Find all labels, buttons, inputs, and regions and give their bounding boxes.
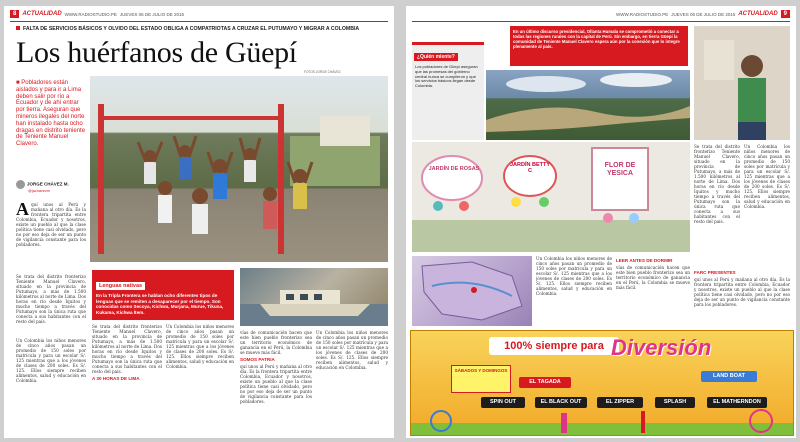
subheading-somos-patria: SOMOS PATRIA xyxy=(240,357,275,362)
ad-ride-1: SPIN OUT xyxy=(481,397,525,408)
author-handle: @jachavezm xyxy=(28,189,51,193)
photo-credit: FOTOS JORGE CHÁVEZ xyxy=(304,70,341,74)
playground-illustration xyxy=(90,76,388,262)
left-folio xyxy=(10,9,184,19)
body-column-4-text: vías de comunicación hacen que este bien pueblo fronterizo sea un territorio económico de ganancia en el Perú, la Colombia se mueve más fácil. xyxy=(240,330,312,355)
site-url: WWW.RADIOSTUDIO.PE xyxy=(616,11,669,17)
lenguas-body: En la Tripla Frontera se hablan ocho diferentes tipos de lenguas que se remiten a desaparecer por el tiempo. Son conocidas como Secoya, Kichwa, Murjana, Murue, Tikuna, Kukama, Kichwa Ítem. xyxy=(96,293,224,315)
aerial-river-photo xyxy=(486,70,690,140)
lenguas-title: Lenguas nativas xyxy=(96,282,145,290)
lenguas-box xyxy=(92,270,234,320)
headline: Los huérfanos de Güepí xyxy=(16,36,297,69)
drop-cap: A xyxy=(16,199,29,219)
school-signs-photo xyxy=(412,142,690,252)
right-folio xyxy=(616,9,790,19)
sign-2-text: JARDÍN BETTY C xyxy=(509,162,551,174)
bullet-square-icon xyxy=(16,26,20,30)
farc-body: quí unos al Perú y mañana al otro día. Es la frontera tripartita entre Colombia, Ecuador y nosotros, existe un pueblo al que la clase política tiene casi olvidado, pero no por eso deja de ser un punto de vigilancia constante para los pobladores. xyxy=(694,277,790,307)
ad-ride-2: EL BLACK OUT xyxy=(535,397,587,408)
section-label: ACTUALIDAD xyxy=(22,11,62,17)
body-column-5: Un Colombia los niños menores de cinco años pasan un promedio de 150 soles por matrícula y para un escolar S/. 125 mientras que a los jóvenes de clases de 200 soles. Es S/. 125. Ellos siempre reciben alimentos, salud y educación en Colombia. xyxy=(316,330,388,370)
body-intro xyxy=(16,199,86,247)
ad-ride-top-1: EL TAGADA xyxy=(519,377,571,388)
kicker xyxy=(16,26,384,32)
lead-body: Pobladores están aislados y para ir a Lima deben salir por río a Ecuador y de ahí entrar por tierra. Aseguran que mineros ilegales del norte han instalado hasta ocho dragas en distrito teniente de Teniente Manuel Clavero. xyxy=(16,80,86,148)
right-column-5 xyxy=(616,256,690,326)
right-column-2: Un Colombia los niños menores de cinco años pasan un promedio de 150 soles por matrícula y para un escolar S/. 125 mientras que a los jóvenes de clases de 200 soles. Es S/. 125. Ellos siempre reciben alimentos, salud y educación en Colombia. xyxy=(744,144,790,209)
site-url: WWW.RADIOSTUDIO.PE xyxy=(64,11,117,17)
header-rule xyxy=(412,21,790,22)
author-avatar xyxy=(16,180,25,189)
page-number: 8 xyxy=(10,10,19,18)
ad-ride-top-2: LAND BOAT xyxy=(701,371,757,382)
issue-date: JUEVES 06 DE JULIO DE 2015 xyxy=(671,11,736,17)
body-column-2-text: Se trata del distrito fronterizo Teniente Manuel Clavero, situado en la provincia de Putumayo, a más de 1.500 kilómetros al norte de Lima. Dos horas en río desde Iquitos y mucho tiempo a través del Putumayo son la única ruta que conecta a sus habitantes con el resto del país. xyxy=(92,324,162,374)
right-column-4: Un Colombia los niños menores de cinco años pasan un promedio de 150 soles por matrícula y para un escolar S/. 125 mientras que a los jóvenes de clases de 200 soles. Es S/. 125. Ellos siempre reciben alimentos, salud y educación en Colombia. xyxy=(536,256,612,296)
leer-heading: LEER ANTES DE DORMIR xyxy=(616,258,673,263)
woman-illustration xyxy=(694,26,790,140)
ad-ride-4: SPLASH xyxy=(655,397,695,408)
ad-logo: Diversión xyxy=(611,335,712,360)
byline xyxy=(16,180,86,193)
ad-ride-5: EL MATHERNDON xyxy=(707,397,767,408)
page-number: 9 xyxy=(781,10,790,18)
ad-banner: 100% siempre para xyxy=(489,337,619,355)
map-illustration xyxy=(412,256,532,326)
river-illustration xyxy=(486,70,690,140)
body-column-2 xyxy=(92,324,162,434)
issue-date: JUEVES 06 DE JULIO DE 2015 xyxy=(119,11,184,17)
body-intro-text: quí unos al Perú y mañana al otro día. Es la frontera tripartita entre Colombia, Ecuador y nosotros, existe un pueblo al que la clase política tiene casi olvidado, pero no por eso deja de ser un punto de vigilancia constante para los pobladores. xyxy=(16,202,86,247)
ad-promo: SÁBADOS Y DOMINGOS xyxy=(451,365,511,393)
header-rule xyxy=(10,21,388,22)
lead-text: ■ Pobladores están aislados y para ir a Lima deben salir por río a Ecuador y de ahí entrar por tierra. Aseguran que mineros ilegales del norte han instalado hasta ocho dragas en distrito teniente de Teniente Manuel Clavero. xyxy=(16,80,86,148)
spacer xyxy=(90,268,92,269)
kicker-text: FALTA DE SERVICIOS BÁSICOS Y OLVIDO DEL ESTADO OBLIGA A COMPATRIOTAS A CRUZAR EL PUTUMAYO Y MIGRAR A COLOMBIA xyxy=(23,26,360,32)
region-map xyxy=(412,256,532,326)
body-column-1b: Un Colombia los niños menores de cinco años pasan un promedio de 150 soles por matrícula y para un escolar S/. 125 mientras que a los jóvenes de clases de 200 soles. Es S/. 125. Ellos siempre reciben alimentos, salud y educación en Colombia. xyxy=(16,338,86,383)
farc-heading: FARC PRESENTES xyxy=(694,270,736,275)
quien-body: Los pobladores de Güepí aseguran que las promesas del gobierno central nunca se cumplieron y que los servicios básicos llegan desde Colombia. xyxy=(415,64,478,89)
quien-miente-box xyxy=(412,42,484,140)
children-playground-photo xyxy=(90,76,388,262)
signs-illustration xyxy=(412,142,690,252)
author-name: JORGE CHÁVEZ M. xyxy=(27,181,69,187)
right-column-3 xyxy=(694,268,790,328)
body-column-4 xyxy=(240,330,312,434)
ad-rides-illustration xyxy=(411,409,794,436)
woman-photo xyxy=(694,26,790,140)
boat-illustration xyxy=(240,268,388,326)
section-label: ACTUALIDAD xyxy=(738,11,778,17)
red-quote-box: En un último discurso presidencial, Ollanta Humala se comprometió a conectar a todas las regiones rurales con la capital de Perú. Sin embargo, en tierra Güepí la comunidad de Teniente Manuel Clavero espera aún por la conexión que lo integre plenamente al país. xyxy=(510,26,688,66)
boat-photo xyxy=(240,268,388,326)
quien-title: ¿Quién miente? xyxy=(414,53,458,61)
sign-1-text: JARDÍN DE ROSAS xyxy=(428,166,480,172)
left-page xyxy=(4,6,394,438)
amusement-park-ad xyxy=(410,330,794,436)
body-column-1: Se trata del distrito fronterizo Teniente Manuel Clavero, situado en la provincia de Putumayo, a más de 1.500 kilómetros al norte de Lima. Dos horas en río desde Iquitos y mucho tiempo a través del Putumayo son la única ruta que conecta a sus habitantes con el resto del país. xyxy=(16,274,86,324)
ad-ride-3: EL ZIPPER xyxy=(597,397,643,408)
right-column-1: Se trata del distrito fronterizo Teniente Manuel Clavero, situado en la provincia de Putumayo, a más de 1.500 kilómetros al norte de Lima. Dos horas en río desde Iquitos y mucho tiempo a través del Putumayo son la única ruta que conecta a sus habitantes con el resto del país. xyxy=(694,144,740,224)
subheading-30-horas: A 30 HORAS DE LIMA xyxy=(92,376,140,381)
body-column-4-more: quí unos al Perú y mañana al otro día. Es la frontera tripartita entre Colombia, Ecuador y nosotros, existe un pueblo al que la clase política tiene casi olvidado, pero no por eso deja de ser un punto de vigilancia constante para los pobladores. xyxy=(240,364,312,404)
sign-3-text: FLOR DE YESICA xyxy=(604,162,636,177)
body-column-3: Un Colombia los niños menores de cinco años pasan un promedio de 150 soles por matrícula y para un escolar S/. 125 mientras que a los jóvenes de clases de 200 soles. Es S/. 125. Ellos siempre reciben alimentos, salud y educación en Colombia. xyxy=(166,324,234,369)
leer-body: vías de comunicación hacen que este bien pueblo fronterizo sea un territorio económico de ganancia en el Perú, la Colombia se mueve más fácil. xyxy=(616,265,690,290)
